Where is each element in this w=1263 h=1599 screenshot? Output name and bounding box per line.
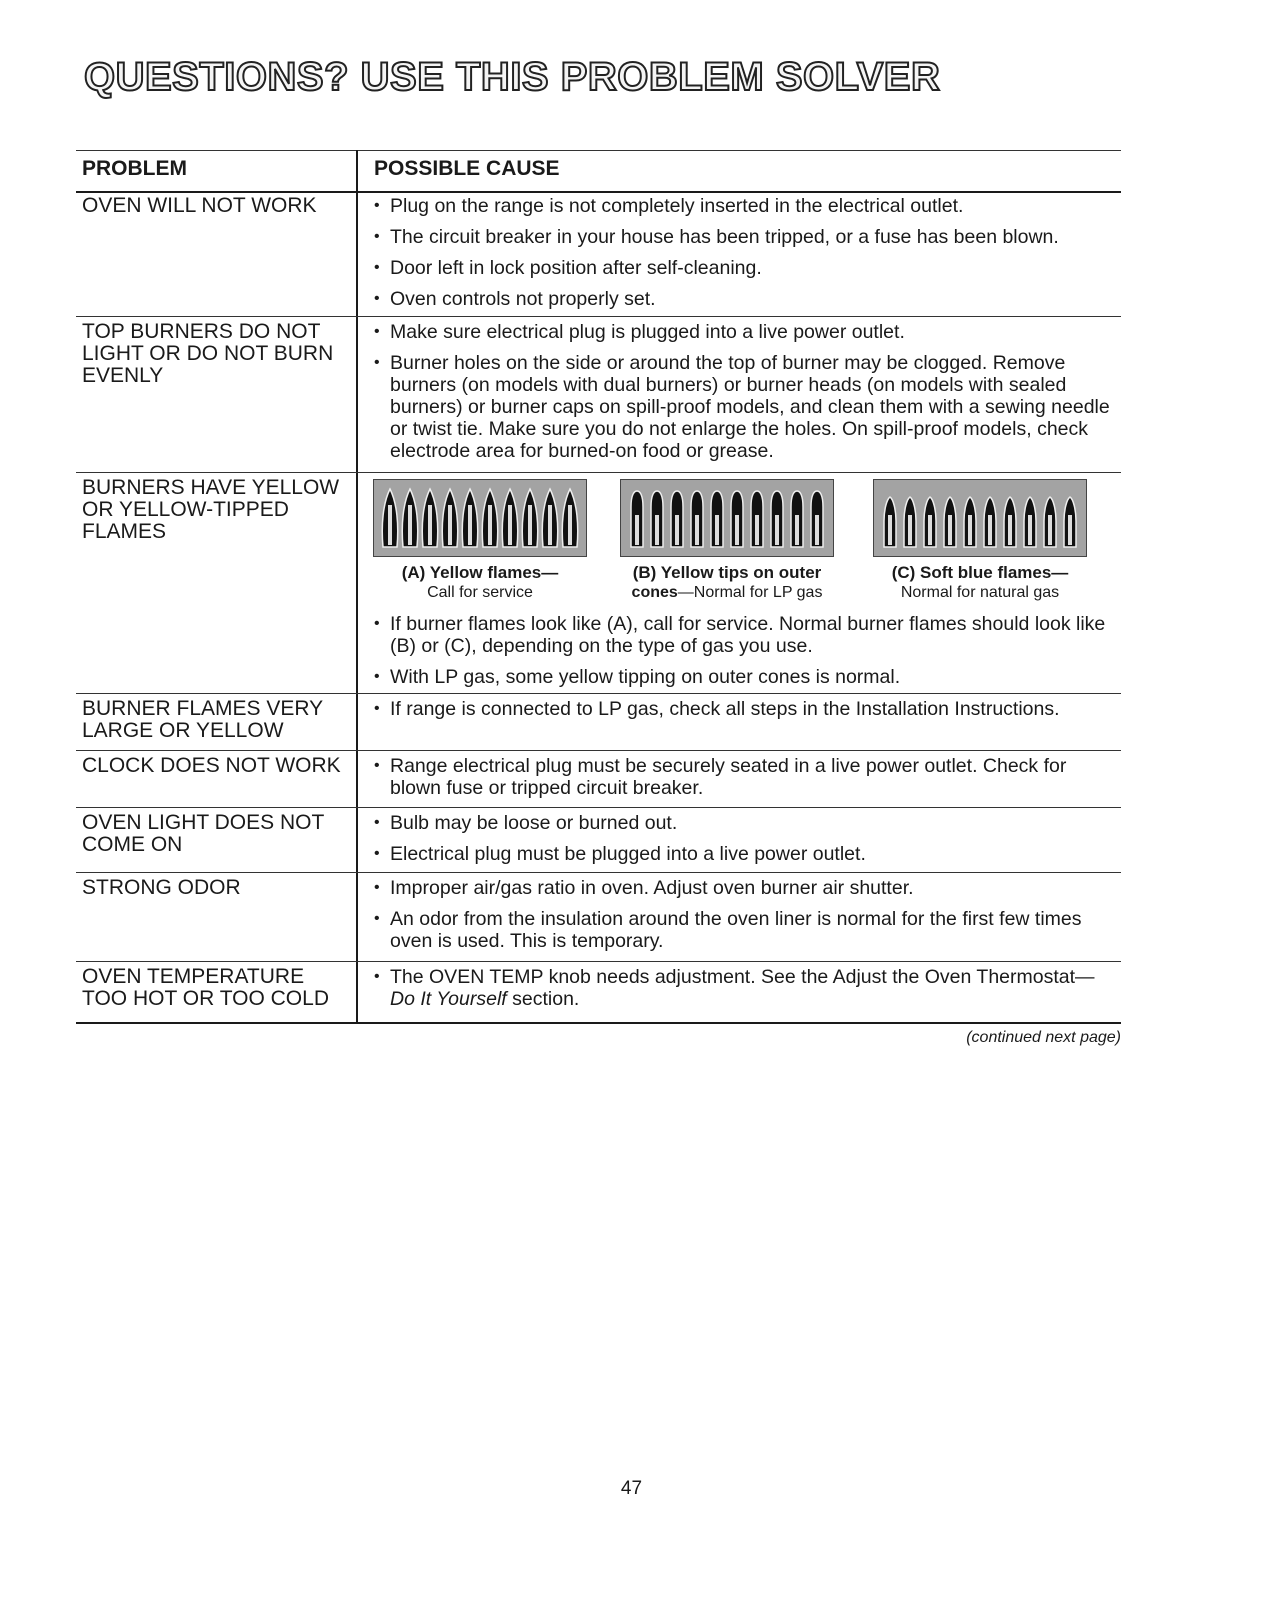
continued-note: (continued next page) — [966, 1029, 1121, 1046]
cause-item: • Door left in lock position after self-cleaning. — [374, 257, 1116, 279]
problem-label: OVEN LIGHT DOES NOT COME ON — [82, 811, 324, 856]
cause-list — [374, 755, 1116, 808]
cause-list — [374, 195, 1116, 319]
flame-figure-a — [373, 479, 587, 602]
flame-note: Call for service — [427, 584, 533, 601]
cause-item: • With LP gas, some yellow tipping on outer cones is normal. — [374, 666, 1116, 688]
cause-item: • An odor from the insulation around the oven liner is normal for the first few times oven is used. This is temporary. — [374, 908, 1116, 952]
page-number: 47 — [620, 1478, 643, 1499]
cause-item: • Oven controls not properly set. — [374, 288, 1116, 310]
problem-label: TOP BURNERS DO NOT LIGHT OR DO NOT BURN EVENLY — [82, 320, 334, 387]
cause-italic-text: Do It Yourself — [390, 988, 507, 1010]
cause-item: • Burner holes on the side or around the top of burner may be clogged. Remove burners (on models with dual burners) or burner heads (on models with sealed burners) or burner caps on spill-proof models, and clean them with a sewing needle or twist tie. Make sure you do not enlarge the holes. On spill-proof models, check electrode area for burned-on food or grease. — [374, 352, 1116, 462]
page-title: QUESTIONS? USE THIS PROBLEM SOLVER — [84, 55, 941, 99]
cause-item: • Plug on the range is not completely inserted in the electrical outlet. — [374, 195, 1116, 217]
flame-figure-b — [620, 479, 834, 602]
blue-flames-icon — [873, 479, 1087, 557]
problem-column-header: PROBLEM — [82, 157, 187, 180]
flame-note-bold: cones — [631, 584, 678, 601]
table-header — [76, 150, 1121, 193]
flame-caption: (C) Soft blue flames— — [891, 563, 1069, 582]
problem-label: OVEN WILL NOT WORK — [82, 194, 317, 217]
table-row — [76, 962, 1121, 1024]
cause-item: • If range is connected to LP gas, check all steps in the Installation Instructions. — [374, 698, 1116, 720]
cause-item: • The circuit breaker in your house has been tripped, or a fuse has been blown. — [374, 226, 1116, 248]
flame-note-text: —Normal for LP gas — [677, 584, 823, 601]
problem-label: STRONG ODOR — [82, 876, 241, 899]
cause-item: • Improper air/gas ratio in oven. Adjust oven burner air shutter. — [374, 877, 1116, 899]
cause-text: The OVEN TEMP knob needs adjustment. See the Adjust the Oven Thermostat— — [390, 966, 1095, 988]
table-row — [76, 873, 1121, 962]
table-row — [76, 808, 1121, 873]
cause-list — [374, 877, 1116, 961]
cause-list — [374, 321, 1116, 471]
cause-list — [374, 966, 1116, 1019]
cause-item: • Electrical plug must be plugged into a live power outlet. — [374, 843, 1116, 865]
cause-text-end: section. — [506, 988, 580, 1010]
flame-note: Normal for natural gas — [900, 584, 1060, 601]
table-row — [76, 694, 1121, 751]
cause-item: • Bulb may be loose or burned out. — [374, 812, 1116, 834]
problem-label: CLOCK DOES NOT WORK — [82, 754, 341, 777]
cause-list — [374, 812, 1116, 874]
problem-label: BURNER FLAMES VERY LARGE OR YELLOW — [82, 697, 323, 742]
yellow-tipped-flames-icon — [620, 479, 834, 557]
table-row — [76, 473, 1121, 694]
flame-caption: (A) Yellow flames— — [401, 563, 559, 582]
yellow-flames-icon — [373, 479, 587, 557]
flame-caption: (B) Yellow tips on outer — [632, 563, 822, 582]
table-row — [76, 191, 1121, 317]
table-row — [76, 751, 1121, 808]
table-row — [76, 317, 1121, 473]
cause-item: • Range electrical plug must be securely seated in a live power outlet. Check for blown fuse or tripped circuit breaker. — [374, 755, 1116, 799]
cause-list — [374, 698, 1116, 729]
cause-column-header: POSSIBLE CAUSE — [374, 157, 560, 180]
cause-list — [374, 613, 1116, 697]
cause-item: • Make sure electrical plug is plugged into a live power outlet. — [374, 321, 1116, 343]
flame-note — [620, 583, 834, 602]
flame-figure-c — [873, 479, 1087, 602]
cause-item: • If burner flames look like (A), call for service. Normal burner flames should look like (B) or (C), depending on the type of gas you use. — [374, 613, 1116, 657]
problem-label: BURNERS HAVE YELLOW OR YELLOW-TIPPED FLAMES — [82, 476, 340, 543]
cause-item — [374, 966, 1116, 1010]
problem-label: OVEN TEMPERATURE TOO HOT OR TOO COLD — [82, 965, 329, 1010]
